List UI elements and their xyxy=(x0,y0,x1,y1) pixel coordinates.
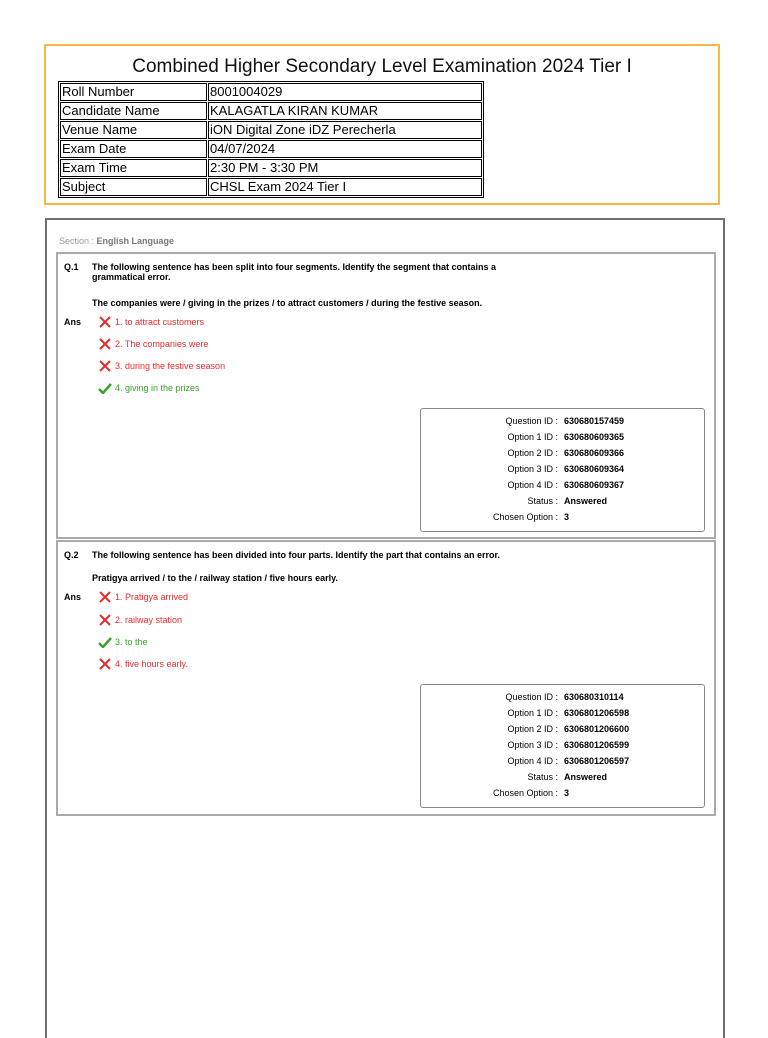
detail-row xyxy=(421,493,704,509)
detail-value: 630680157459 xyxy=(564,416,625,426)
question-text: The following sentence has been divided into four parts. Identify the part that contains an error. xyxy=(92,550,501,560)
info-label: Exam Time xyxy=(60,159,207,177)
question-panel-1 xyxy=(56,252,716,539)
detail-row xyxy=(421,461,704,477)
detail-value: 6306801206597 xyxy=(564,756,630,766)
option-text: 4. five hours early. xyxy=(115,659,188,669)
detail-label: Question ID : xyxy=(505,692,558,702)
detail-value: 6306801206598 xyxy=(564,708,630,718)
detail-value: 6306801206599 xyxy=(564,740,630,750)
detail-value: 630680609365 xyxy=(564,432,625,442)
info-row-exam-date xyxy=(60,140,482,158)
question-sentence: Pratigya arrived / to the / railway station / five hours early. xyxy=(92,573,338,583)
detail-label: Option 4 ID : xyxy=(507,480,558,490)
question-sentence: The companies were / giving in the prizes / to attract customers / during the festive season. xyxy=(92,298,483,308)
option-4 xyxy=(98,382,200,394)
detail-value: 630680609366 xyxy=(564,448,625,458)
detail-value: 630680609367 xyxy=(564,480,625,490)
detail-row xyxy=(421,509,704,525)
question-number: Q.1 xyxy=(64,262,79,272)
info-row-roll-number xyxy=(60,83,482,101)
detail-row xyxy=(421,413,704,429)
detail-row xyxy=(421,477,704,493)
section-label xyxy=(59,236,174,246)
option-1 xyxy=(98,591,188,603)
option-3 xyxy=(98,636,148,648)
detail-row xyxy=(421,429,704,445)
option-text: 2. railway station xyxy=(115,615,183,625)
info-value: iON Digital Zone iDZ Perecherla xyxy=(208,121,482,139)
detail-value: 630680609364 xyxy=(564,464,625,474)
option-text: 1. to attract customers xyxy=(115,317,205,327)
info-value: 8001004029 xyxy=(208,83,482,101)
detail-label: Chosen Option : xyxy=(492,512,558,522)
cross-icon xyxy=(98,591,112,603)
section-prefix: Section : xyxy=(59,236,95,246)
info-value: CHSL Exam 2024 Tier I xyxy=(208,178,482,196)
option-text: 4. giving in the prizes xyxy=(115,383,200,393)
info-value: KALAGATLA KIRAN KUMAR xyxy=(208,102,482,120)
detail-value: 3 xyxy=(564,788,570,798)
option-text: 1. Pratigya arrived xyxy=(115,592,189,602)
info-row-exam-time xyxy=(60,159,482,177)
option-1 xyxy=(98,316,204,328)
question-details-box xyxy=(420,408,705,532)
info-label: Exam Date xyxy=(60,140,207,158)
info-row-candidate-name xyxy=(60,102,482,120)
detail-row xyxy=(421,753,704,769)
detail-value: 6306801206600 xyxy=(564,724,630,734)
question-number: Q.2 xyxy=(64,550,79,560)
response-sheet xyxy=(45,218,725,1038)
detail-value: Answered xyxy=(564,772,608,782)
detail-row xyxy=(421,721,704,737)
cross-icon xyxy=(98,360,112,372)
candidate-header xyxy=(44,44,720,205)
detail-label: Option 2 ID : xyxy=(507,448,558,458)
detail-value: 3 xyxy=(564,512,570,522)
detail-label: Option 4 ID : xyxy=(507,756,558,766)
info-row-venue-name xyxy=(60,121,482,139)
detail-row xyxy=(421,737,704,753)
option-2 xyxy=(98,614,182,626)
detail-label: Option 3 ID : xyxy=(507,464,558,474)
answer-label: Ans xyxy=(64,592,82,602)
cross-icon xyxy=(98,338,112,350)
detail-label: Question ID : xyxy=(505,416,558,426)
question-text: The following sentence has been split into four segments. Identify the segment that contains a grammatical error. xyxy=(92,262,497,282)
info-label: Candidate Name xyxy=(60,102,207,120)
option-2 xyxy=(98,338,208,350)
detail-label: Status : xyxy=(527,772,558,782)
question-panel-2 xyxy=(56,540,716,816)
checkmark-icon xyxy=(98,636,112,648)
question-details-box xyxy=(420,684,705,808)
info-label: Venue Name xyxy=(60,121,207,139)
option-text: 2. The companies were xyxy=(115,339,209,349)
info-value: 2:30 PM - 3:30 PM xyxy=(208,159,482,177)
exam-title: Combined Higher Secondary Level Examination 2024 Tier I xyxy=(132,56,632,77)
detail-label: Status : xyxy=(527,496,558,506)
detail-row xyxy=(421,705,704,721)
info-value: 04/07/2024 xyxy=(208,140,482,158)
detail-row xyxy=(421,769,704,785)
detail-value: 630680310114 xyxy=(564,692,624,702)
detail-value: Answered xyxy=(564,496,608,506)
cross-icon xyxy=(98,316,112,328)
section-name: English Language xyxy=(96,236,175,246)
cross-icon xyxy=(98,614,112,626)
detail-label: Chosen Option : xyxy=(492,788,558,798)
detail-label: Option 1 ID : xyxy=(507,432,558,442)
option-text: 3. to the xyxy=(115,637,148,647)
info-label: Subject xyxy=(60,178,207,196)
option-text: 3. during the festive season xyxy=(115,361,226,371)
detail-label: Option 2 ID : xyxy=(507,724,558,734)
option-4 xyxy=(98,658,188,670)
checkmark-icon xyxy=(98,382,112,394)
detail-row xyxy=(421,445,704,461)
info-label: Roll Number xyxy=(60,83,207,101)
answer-label: Ans xyxy=(64,317,82,327)
cross-icon xyxy=(98,658,112,670)
detail-label: Option 1 ID : xyxy=(507,708,558,718)
candidate-info-table xyxy=(58,81,484,198)
detail-label: Option 3 ID : xyxy=(507,740,558,750)
info-row-subject xyxy=(60,178,482,196)
detail-row xyxy=(421,785,704,801)
option-3 xyxy=(98,360,225,372)
detail-row xyxy=(421,689,704,705)
